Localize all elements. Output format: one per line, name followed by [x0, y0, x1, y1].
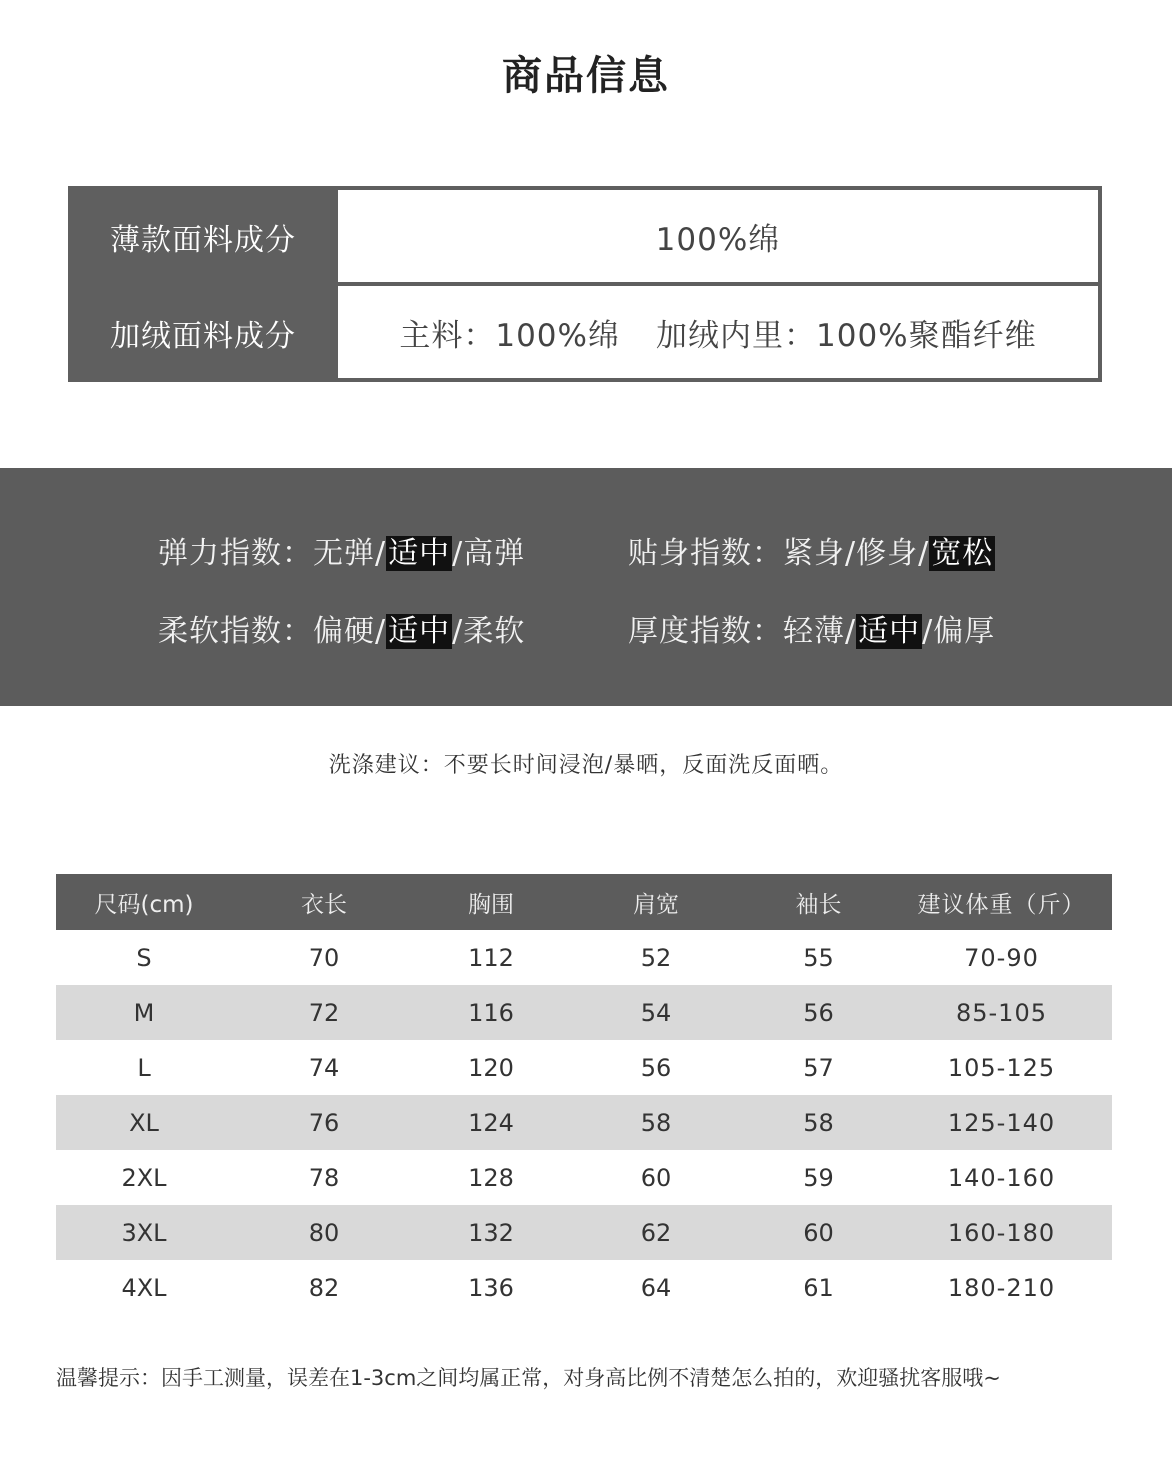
table-cell: 56	[640, 1053, 672, 1082]
table-cell: 59	[803, 1163, 834, 1192]
table-cell: 62	[640, 1218, 672, 1247]
table-cell: 60	[803, 1218, 834, 1247]
index-label: 柔软指数：	[158, 614, 313, 649]
table-cell: 55	[803, 943, 834, 972]
size-table	[56, 874, 1112, 1315]
index-option-selected: 适中	[858, 614, 921, 649]
table-cell: 136	[468, 1273, 514, 1302]
table-cell: 64	[640, 1273, 672, 1302]
index-option: 柔软	[463, 614, 526, 649]
table-cell: 52	[640, 943, 672, 972]
index-option: 偏硬	[313, 614, 375, 649]
header-cell: 袖长	[795, 891, 842, 918]
header-cell: 尺码(cm)	[94, 891, 194, 918]
index-label: 厚度指数：	[628, 614, 783, 649]
fabric-value-thin: 100%绵	[338, 190, 1098, 282]
table-cell: S	[136, 943, 152, 972]
fabric-row-thin	[72, 190, 1098, 284]
table-cell: 58	[803, 1108, 834, 1137]
table-row	[56, 1205, 1112, 1260]
fabric-value-fleece	[338, 286, 1098, 378]
table-row	[56, 1150, 1112, 1205]
table-cell: 70	[308, 943, 340, 972]
fabric-label-thin: 薄款面料成分	[72, 190, 334, 284]
table-cell: 128	[468, 1163, 514, 1192]
index-label: 贴身指数：	[628, 536, 783, 571]
index-band	[0, 468, 1172, 706]
index-option: 轻薄	[783, 614, 845, 649]
table-cell: 125-140	[947, 1108, 1056, 1137]
table-cell: 60	[640, 1163, 672, 1192]
header-cell: 建议体重（斤）	[917, 891, 1086, 918]
table-cell: 58	[640, 1108, 672, 1137]
index-option: 高弹	[463, 536, 526, 571]
table-cell: 54	[640, 998, 672, 1027]
size-table-body	[56, 930, 1112, 1315]
index-option: 修身	[856, 536, 919, 571]
index-option: 无弹	[313, 536, 375, 571]
table-cell: XL	[129, 1108, 159, 1137]
header-cell: 衣长	[301, 891, 347, 918]
index-elasticity: 弹力指数：无弹/适中/高弹	[158, 536, 526, 571]
table-cell: L	[137, 1053, 151, 1082]
fabric-value-main: 主料：100%绵	[399, 317, 620, 354]
page-title: 商品信息	[502, 53, 670, 99]
table-row	[56, 1040, 1112, 1095]
index-option-selected: 宽松	[931, 536, 994, 571]
fabric-composition-table	[68, 186, 1102, 382]
table-cell: 3XL	[121, 1218, 167, 1247]
table-cell: 70-90	[964, 943, 1039, 972]
wash-advice: 洗涤建议：不要长时间浸泡/暴晒，反面洗反面晒。	[328, 753, 844, 778]
table-cell: 124	[468, 1108, 514, 1137]
table-cell: 61	[803, 1273, 834, 1302]
table-row	[56, 930, 1112, 985]
table-row	[56, 985, 1112, 1040]
table-cell: 72	[308, 998, 340, 1027]
table-cell: 120	[468, 1053, 514, 1082]
table-cell: 160-180	[947, 1218, 1056, 1247]
fabric-label-fleece: 加绒面料成分	[72, 286, 334, 380]
table-cell: 80	[308, 1218, 340, 1247]
fabric-value-lining: 加绒内里：100%聚酯纤维	[656, 317, 1037, 354]
table-cell: 112	[468, 943, 514, 972]
table-cell: 74	[308, 1053, 340, 1082]
header-cell: 肩宽	[633, 891, 679, 918]
index-softness: 柔软指数：偏硬/适中/柔软	[158, 614, 526, 649]
index-option: 紧身	[783, 536, 845, 571]
table-row	[56, 1095, 1112, 1150]
table-cell: 57	[803, 1053, 834, 1082]
table-row	[56, 1260, 1112, 1315]
table-cell: 85-105	[955, 998, 1047, 1027]
table-cell: 76	[308, 1108, 340, 1137]
index-thickness: 厚度指数：轻薄/适中/偏厚	[628, 614, 996, 649]
table-cell: 56	[803, 998, 834, 1027]
header-cell: 胸围	[468, 891, 514, 918]
index-option-selected: 适中	[388, 614, 451, 649]
table-cell: 82	[308, 1273, 340, 1302]
table-cell: 2XL	[121, 1163, 167, 1192]
index-fit: 贴身指数：紧身/修身/宽松	[628, 536, 994, 571]
table-cell: 4XL	[121, 1273, 167, 1302]
size-table-header	[56, 874, 1112, 930]
table-cell: 140-160	[947, 1163, 1056, 1192]
table-cell: 180-210	[947, 1273, 1056, 1302]
table-cell: M	[133, 998, 155, 1027]
measurement-tip: 温馨提示：因手工测量，误差在1-3cm之间均属正常，对身高比例不清楚怎么拍的，欢迎骚扰客服哦~	[56, 1366, 1001, 1390]
index-option-selected: 适中	[388, 536, 451, 571]
fabric-row-fleece	[72, 286, 1098, 380]
index-option: 偏厚	[933, 614, 996, 649]
table-cell: 132	[468, 1218, 514, 1247]
index-label: 弹力指数：	[158, 536, 313, 571]
table-cell: 105-125	[947, 1053, 1056, 1082]
table-cell: 78	[308, 1163, 340, 1192]
table-cell: 116	[468, 998, 514, 1027]
